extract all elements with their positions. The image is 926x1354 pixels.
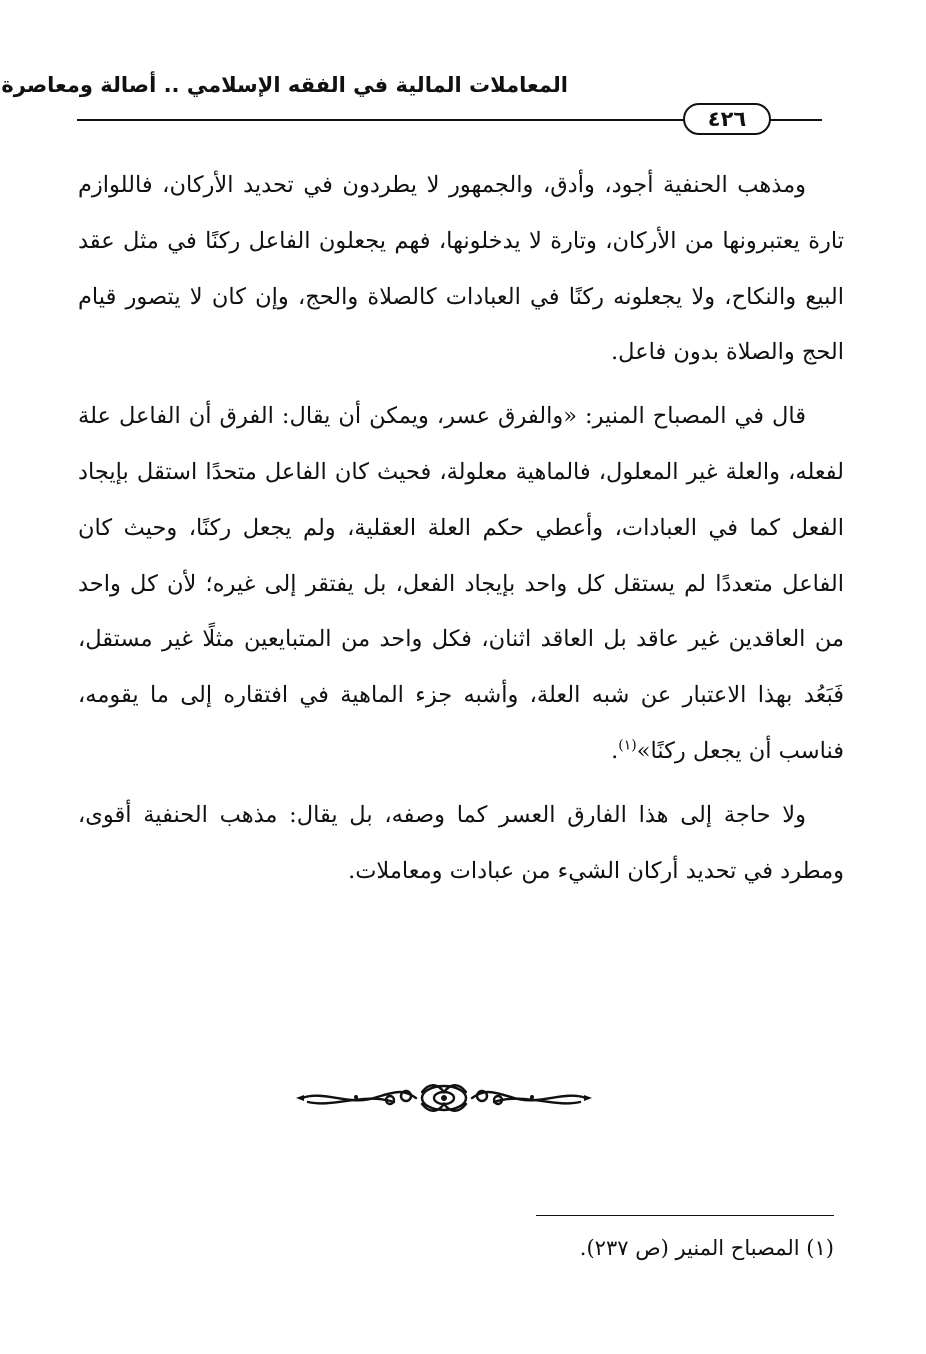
- header-rule-end: [770, 119, 822, 121]
- quote-text: قال في المصباح المنير: «والفرق عسر، ويمكن أن يقال: الفرق أن الفاعل علة لفعله، والعلة غير المعلول، فالماهية معلولة، فحيث كان الفاعل متحدًا استقل بإيجاد الفعل كما في العبادات، وأعطي حكم العلة العقلية، ولم يجعل ركنًا، وحيث كان الفاعل متعددًا لم يستقل كل واحد بإيجاد الفعل، بل يفتقر إلى غيره؛ لأن كل واحد من العاقدين غير عاقد بل العاقد اثنان، فكل واحد من المتبايعين مثلًا غير مستقل، فَبَعُد بهذا الاعتبار عن شبه العلة، وأشبه جزء الماهية في افتقاره إلى ما يقومه، فناسب أن يجعل ركنًا»: [78, 403, 844, 764]
- paragraph: قال في المصباح المنير: «والفرق عسر، ويمكن أن يقال: الفرق أن الفاعل علة لفعله، والعلة غير المعلول، فالماهية معلولة، فحيث كان الفاعل متحدًا استقل بإيجاد الفعل كما في العبادات، وأعطي حكم العلة العقلية، ولم يجعل ركنًا، وحيث كان الفاعل متعددًا لم يستقل كل واحد بإيجاد الفعل، بل يفتقر إلى غيره؛ لأن كل واحد من العاقدين غير عاقد بل العاقد اثنان، فكل واحد من المتبايعين مثلًا غير مستقل، فَبَعُد بهذا الاعتبار عن شبه العلة، وأشبه جزء الماهية في افتقاره إلى ما يقومه، فناسب أن يجعل ركنًا»$^{(١)}$.: [78, 403, 844, 764]
- paragraph: ومذهب الحنفية أجود، وأدق، والجمهور لا يطردون في تحديد الأركان، فاللوازم تارة يعتبرونها من الأركان، وتارة لا يدخلونها، فهم يجعلون الفاعل ركنًا في مثل عقد البيع والنكاح، ولا يجعلونه ركنًا في العبادات كالصلاة والحج، وإن كان لا يتصور قيام الحج والصلاة بدون فاعل.: [78, 172, 844, 366]
- running-title: المعاملات المالية في الفقه الإسلامي .. أصالة ومعاصرة: [1, 73, 568, 97]
- header-rule: [77, 119, 685, 121]
- footnote-marker: (١): [618, 737, 637, 754]
- paragraph: ولا حاجة إلى هذا الفارق العسر كما وصفه، بل يقال: مذهب الحنفية أقوى، ومطرد في تحديد أركان الشيء من عبادات ومعاملات.: [78, 801, 844, 884]
- body-text: [78, 158, 844, 899]
- page-number: ٤٢٦: [683, 103, 771, 135]
- footnote: (١) المصباح المنير (ص ٢٣٧).: [579, 1236, 834, 1260]
- footnote-rule: [536, 1215, 834, 1216]
- ornament-divider: [294, 1078, 594, 1118]
